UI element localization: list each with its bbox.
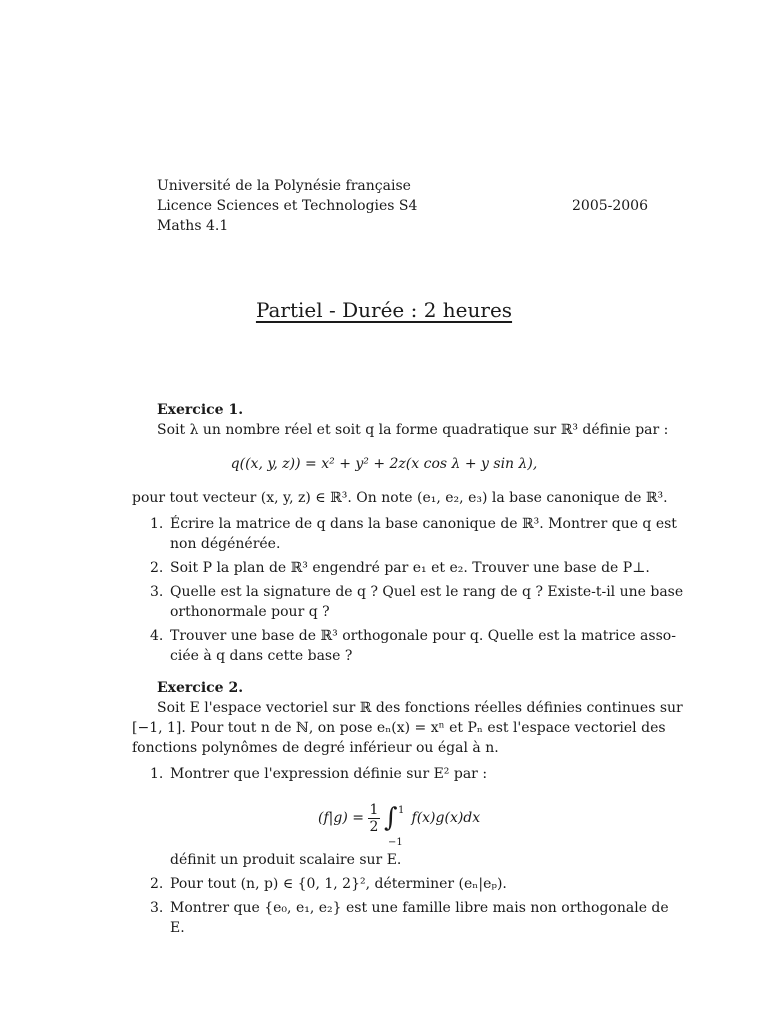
exercise2-intro-line3: fonctions polynômes de degré inférieur ou égal à n. [132,740,499,756]
fraction-denominator: 2 [369,818,379,835]
integral-sign [383,803,405,848]
integrand: f(x)g(x)dx [411,810,481,826]
academic-year: 2005-2006 [572,198,648,214]
item-number: 4. [150,628,164,644]
item-text: Soit P la plan de ℝ³ engendré par e₁ et e₂. Trouver une base de P⊥. [170,560,650,576]
item-number: 2. [150,560,164,576]
fraction-numerator: 1 [369,801,379,818]
exercise2-item-1-after: définit un produit scalaire sur E. [170,852,402,868]
item-number: 2. [150,876,164,892]
item-text: Pour tout (n, p) ∈ {0, 1, 2}², déterminer (eₙ|eₚ). [170,876,507,892]
item-text: Trouver une base de ℝ³ orthogonale pour q. Quelle est la matrice asso- [170,628,676,644]
university-name: Université de la Polynésie française [157,178,411,194]
exercise1-equation: q((x, y, z)) = x² + y² + 2z(x cos λ + y sin λ), [230,456,538,472]
formula-lhs: (f|g) = [318,810,364,826]
integral-upper-limit: 1 [397,805,405,816]
exercise1-item-4 [150,626,676,646]
exercise1-item-1-cont: non dégénérée. [170,536,281,552]
item-number: 1. [150,516,164,532]
item-text: Montrer que l'expression définie sur E² par : [170,766,488,782]
exercise1-item-3-cont: orthonormale pour q ? [170,604,330,620]
integral-lower-limit: −1 [387,837,403,848]
exercise2-intro-line2: [−1, 1]. Pour tout n de ℕ, on pose eₙ(x) = xⁿ et Pₙ est l'espace vectoriel des [132,720,666,736]
fraction [368,802,380,835]
exercise1-title: Exercice 1. [157,402,244,418]
exam-title: Partiel - Durée : 2 heures [255,298,513,322]
integral-glyph: ∫ [383,803,398,833]
exercise2-item-2 [150,874,507,894]
exercise1-item-1 [150,514,677,534]
inner-product-formula [318,796,481,848]
item-text: Écrire la matrice de q dans la base canonique de ℝ³. Montrer que q est [170,516,677,532]
exercise2-title: Exercice 2. [157,680,244,696]
item-number: 3. [150,584,164,600]
exercise2-item-1 [150,764,487,784]
exercise1-after: pour tout vecteur (x, y, z) ∈ ℝ³. On note (e₁, e₂, e₃) la base canonique de ℝ³. [132,490,668,506]
exercise2-intro-line1: Soit E l'espace vectoriel sur ℝ des fonctions réelles définies continues sur [157,700,683,716]
exercise2-item-3-cont: E. [170,920,185,936]
exercise1-item-2 [150,558,650,578]
item-text: Montrer que {e₀, e₁, e₂} est une famille libre mais non orthogonale de [170,900,669,916]
exercise1-item-3 [150,582,683,602]
exercise1-intro: Soit λ un nombre réel et soit q la forme quadratique sur ℝ³ définie par : [157,422,669,438]
exercise2-item-3 [150,898,669,918]
program-name: Licence Sciences et Technologies S4 [157,198,418,214]
item-number: 1. [150,766,164,782]
course-name: Maths 4.1 [157,218,229,234]
exercise1-item-4-cont: ciée à q dans cette base ? [170,648,353,664]
item-number: 3. [150,900,164,916]
item-text: Quelle est la signature de q ? Quel est le rang de q ? Existe-t-il une base [170,584,684,600]
